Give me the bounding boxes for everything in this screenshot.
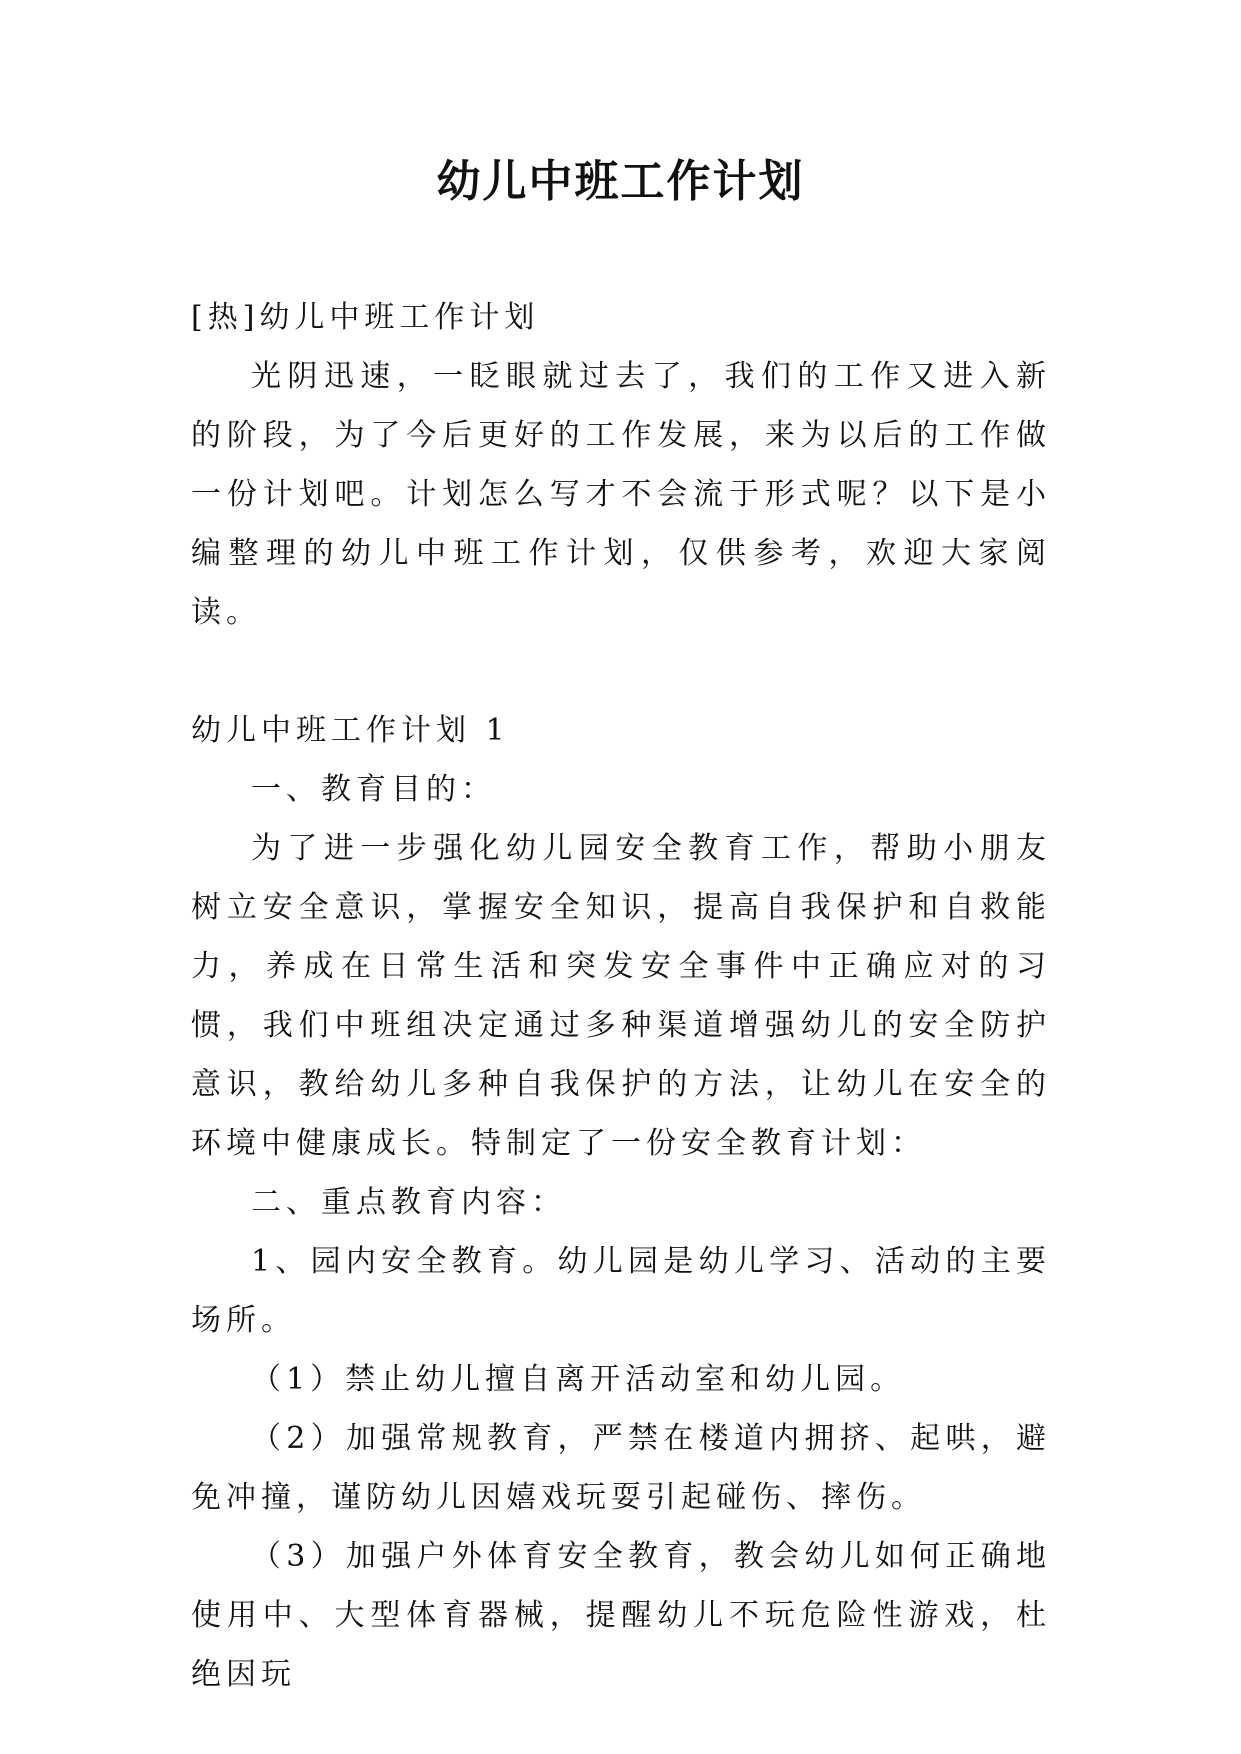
sub-item-3: （3）加强户外体育安全教育，教会幼儿如何正确地使用中、大型体育器械，提醒幼儿不玩危险性游戏，杜绝因玩 [191,1539,1051,1692]
purpose-paragraph: 为了进一步强化幼儿园安全教育工作，帮助小朋友树立安全意识，掌握安全知识，提高自我保护和自救能力，养成在日常生活和突发安全事件中正确应对的习惯，我们中班组决定通过多种渠道增强幼儿的安全防护意识，教给幼儿多种自我保护的方法，让幼儿在安全的环境中健康成长。特制定了一份安全教育计划： [191,831,1051,1161]
document-title: 幼儿中班工作计划 [436,156,805,207]
heading-education-purpose: 一、教育目的： [251,772,496,807]
paragraph-gap [191,642,1051,701]
section-heading: 幼儿中班工作计划 1 [191,713,510,748]
document-body [191,288,1051,1704]
heading-key-content: 二、重点教育内容： [251,1185,566,1220]
sub-item-1: （1）禁止幼儿擅自离开活动室和幼儿园。 [251,1362,906,1397]
item-campus-safety: 1、园内安全教育。幼儿园是幼儿学习、活动的主要场所。 [191,1244,1051,1338]
subtitle-line: [热]幼儿中班工作计划 [191,300,540,335]
intro-paragraph: 光阴迅速，一眨眼就过去了，我们的工作又进入新的阶段，为了今后更好的工作发展，来为以后的工作做一份计划吧。计划怎么写才不会流于形式呢？以下是小编整理的幼儿中班工作计划，仅供参考，欢迎大家阅读。 [191,359,1051,630]
sub-item-2: （2）加强常规教育，严禁在楼道内拥挤、起哄，避免冲撞，谨防幼儿因嬉戏玩耍引起碰伤、摔伤。 [191,1421,1051,1515]
